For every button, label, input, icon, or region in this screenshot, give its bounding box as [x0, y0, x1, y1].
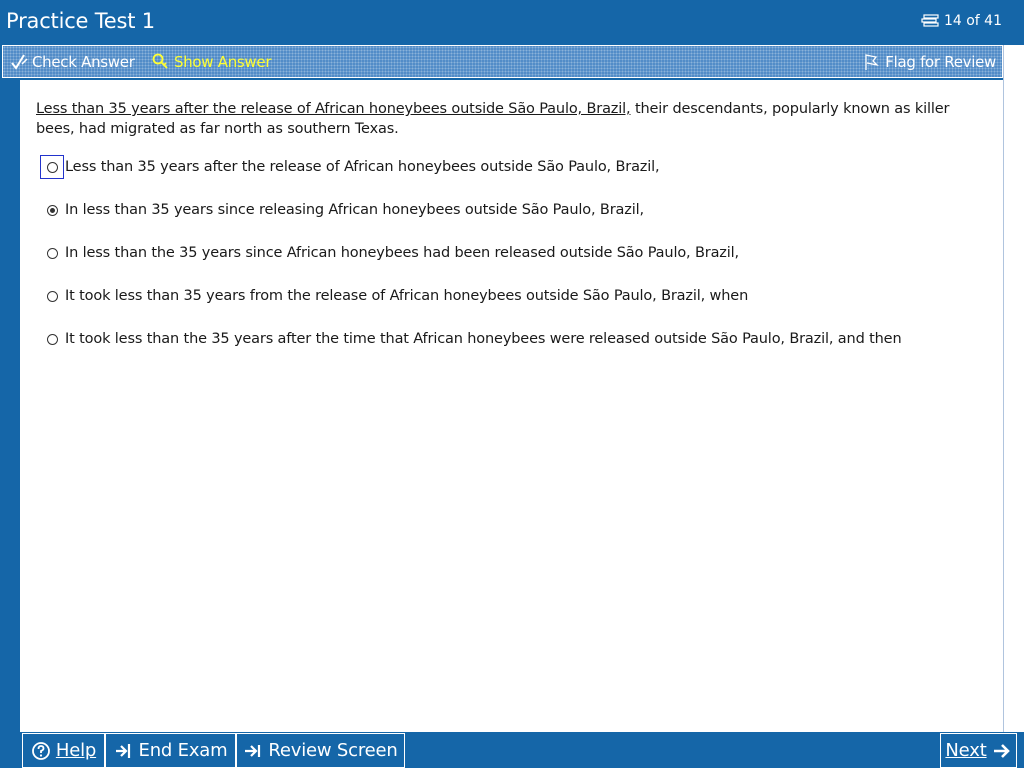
underlined-portion: Less than 35 years after the release of African honeybees outside São Paulo, Brazil, — [36, 101, 631, 117]
exit-arrow-icon — [114, 741, 134, 761]
show-answer-button[interactable] — [151, 51, 271, 73]
help-icon — [31, 741, 51, 761]
option-text: In less than 35 years since releasing African honeybees outside São Paulo, Brazil, — [65, 202, 644, 218]
radio-button[interactable] — [47, 291, 58, 302]
end-exam-label: End Exam — [138, 740, 228, 761]
check-answer-button[interactable] — [9, 51, 135, 73]
flag-icon — [862, 52, 882, 72]
option-text: In less than the 35 years since African honeybees had been released outside São Paulo, Brazil, — [65, 245, 739, 261]
answer-option-b[interactable] — [40, 199, 980, 242]
check-pencil-icon — [9, 52, 29, 72]
next-label: Next — [945, 740, 987, 761]
jump-arrow-icon — [243, 741, 263, 761]
show-answer-label: Show Answer — [174, 53, 272, 71]
help-label: Help — [55, 740, 97, 761]
review-screen-label: Review Screen — [268, 740, 398, 761]
answer-option-c[interactable] — [40, 242, 980, 285]
option-text: It took less than the 35 years after the time that African honeybees were released outside São Paulo, Brazil, and then — [65, 331, 902, 347]
answer-option-d[interactable] — [40, 285, 980, 328]
next-button[interactable] — [940, 733, 1017, 768]
question-prompt — [36, 99, 956, 139]
radio-wrap — [40, 241, 64, 265]
magnify-key-icon — [151, 52, 171, 72]
app-title: Practice Test 1 — [6, 9, 155, 33]
radio-button[interactable] — [47, 248, 58, 259]
answer-option-e[interactable] — [40, 328, 980, 371]
radio-button[interactable] — [47, 162, 58, 173]
question-counter — [921, 13, 1002, 29]
radio-wrap — [40, 198, 64, 222]
stack-icon — [921, 14, 939, 28]
bottom-bar — [0, 732, 1024, 768]
radio-button-selected[interactable] — [47, 205, 58, 216]
help-button[interactable] — [22, 733, 105, 768]
option-text: It took less than 35 years from the release of African honeybees outside São Paulo, Brazil, when — [65, 288, 749, 304]
prompt-rest: their descendants, popularly known as killer bees, had migrated as far north as southern Texas. — [36, 101, 950, 137]
check-answer-label: Check Answer — [32, 53, 135, 71]
counter-text: 14 of 41 — [943, 13, 1002, 29]
radio-wrap — [40, 284, 64, 308]
question-panel — [20, 80, 1003, 732]
radio-focus-ring — [40, 155, 64, 179]
answer-option-a[interactable] — [40, 156, 980, 199]
radio-button[interactable] — [47, 334, 58, 345]
right-edge-panel — [1003, 45, 1024, 732]
review-screen-button[interactable] — [236, 733, 405, 768]
toolbar — [2, 45, 1003, 78]
answer-options — [40, 156, 980, 371]
title-bar — [0, 0, 1024, 44]
flag-for-review-label: Flag for Review — [885, 53, 996, 71]
arrow-right-icon — [992, 741, 1012, 761]
radio-wrap — [40, 327, 64, 351]
end-exam-button[interactable] — [105, 733, 236, 768]
option-text: Less than 35 years after the release of African honeybees outside São Paulo, Brazil, — [65, 159, 660, 175]
flag-for-review-button[interactable] — [862, 51, 996, 73]
